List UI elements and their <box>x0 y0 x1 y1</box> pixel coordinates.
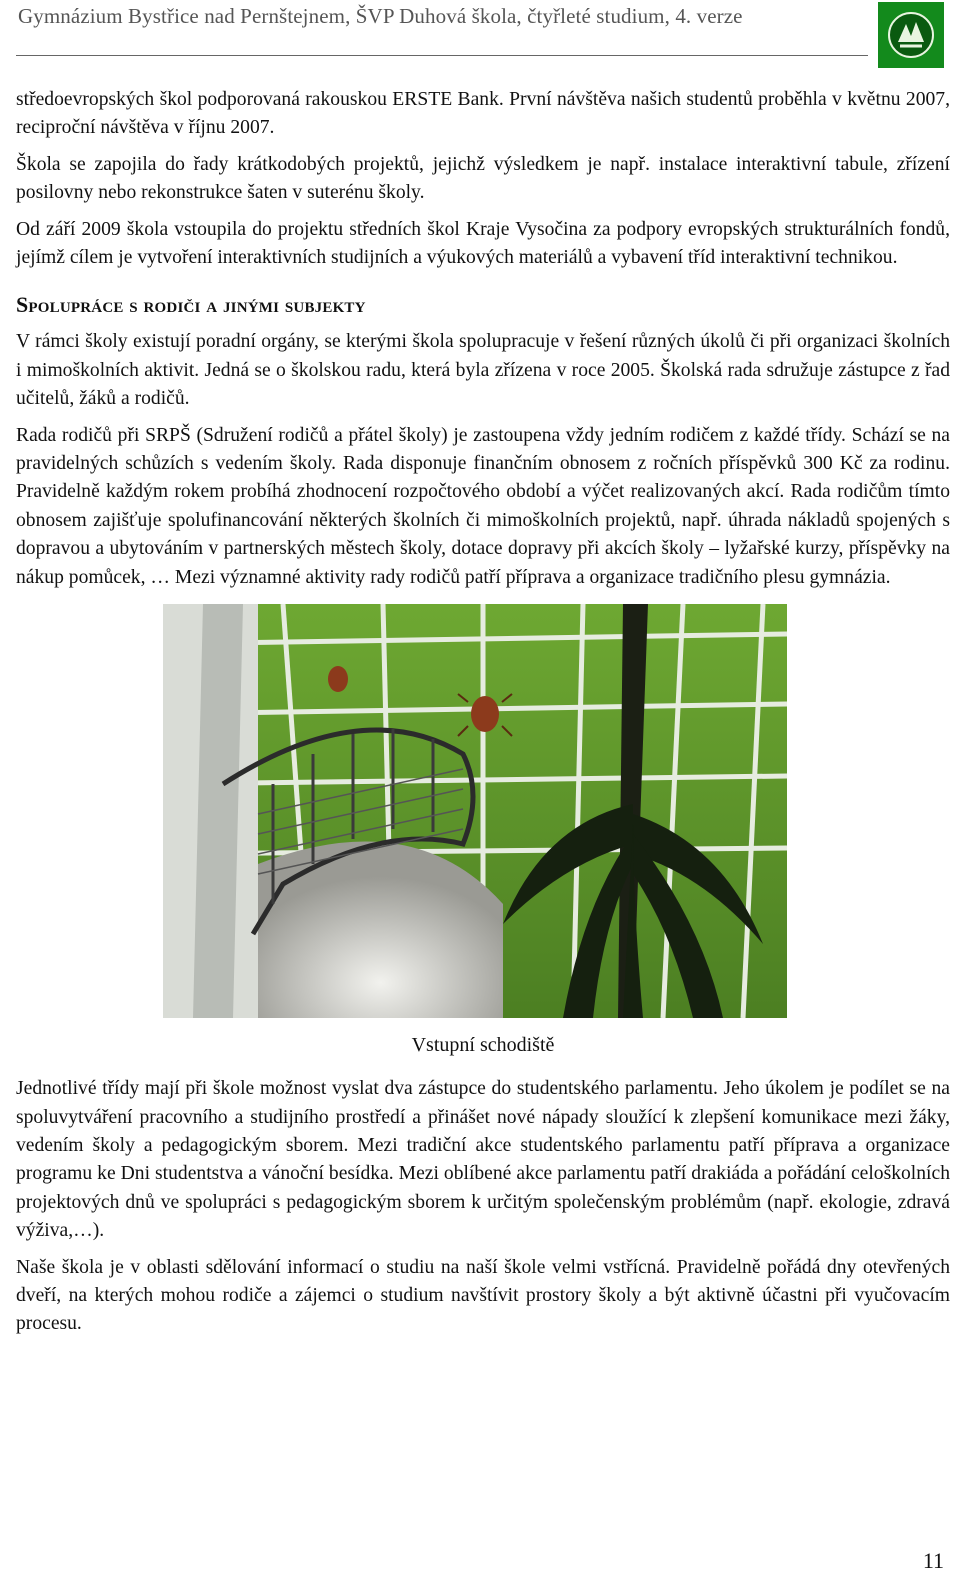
figure-caption: Vstupní schodiště <box>411 1034 555 1057</box>
paragraph: Naše škola je v oblasti sdělování informací o studiu na naší škole velmi vstřícná. Pravidelně pořádá dny otevřených dveří, na kterých mohou rodiče a zájemci o studium navštívit prostory školy a být aktivně účastni při vyučovacím procesu. <box>16 1256 950 1335</box>
paragraph: Rada rodičů při SRPŠ (Sdružení rodičů a přátel školy) je zastoupena vždy jedním rodičem z každé třídy. Schází se na pravidelných schůzích s vedením školy. Rada disponuje finančním obnosem z ročních příspěvků 300 Kč za rodinu. Pravidelně každým rokem probíhá zhodnocení rozpočtového období a výčet realizovaných akcí. Rada rodičům tímto obnosem zajišťuje spolufinancování některých školních či mimoškolních projektů, např. úhrada nákladů spojených s dopravou a ubytováním v partnerských městech školy, dotace dopravy při akcích školy – lyžařské kurzy, příspěvky na nákup pomůcek, … Mezi významné aktivity rady rodičů patří příprava a organizace tradičního plesu gymnázia. <box>16 424 950 588</box>
header-divider <box>16 55 868 56</box>
school-crest-icon <box>878 2 944 68</box>
paragraph: V rámci školy existují poradní orgány, se kterými škola spolupracuje v řešení různých úkolů či při organizaci školních i mimoškolních aktivit. Jedná se o školskou radu, která byla zřízena v roce 2005. Školská rada sdružuje zástupce z řad učitelů, žáků a rodičů. <box>16 331 950 410</box>
page-header <box>16 0 950 70</box>
paragraph: Od září 2009 škola vstoupila do projektu středních škol Kraje Vysočina za podpory evropských strukturálních fondů, jejímž cílem je vytvoření interaktivních studijních a výukových materiálů a vybavení tříd interaktivní technikou. <box>16 218 950 269</box>
figure <box>16 604 950 1057</box>
paragraph: Jednotlivé třídy mají při škole možnost vyslat dva zástupce do studentského parlamentu. Jeho úkolem je podílet se na spoluvytváření pracovního a studijního prostředí a přinášet nové nápady sloužící k zlepšení komunikace mezi žáky, vedením školy a pedagogickým sborem. Mezi tradiční akce studentského parlamentu patří příprava a organizace programu ke Dni studentstva a vánoční besídka. Mezi oblíbené akce parlamentu patří drakiáda a pořádání celoškolních projektových dnů ve spolupráci s pedagogickým sborem k určitým společenským problémům (např. ekologie, zdravá výživa,…). <box>16 1078 950 1242</box>
page-body <box>16 86 950 1339</box>
page-number: 11 <box>922 1548 944 1573</box>
header-title: Gymnázium Bystřice nad Pernštejnem, ŠVP Duhová škola, čtyřleté studium, 4. verze <box>18 4 743 28</box>
section-heading: Spolupráce s rodiči a jinými subjekty <box>16 292 366 318</box>
paragraph: středoevropských škol podporovaná rakouskou ERSTE Bank. První návštěva našich studentů proběhla v květnu 2007, reciproční návštěva v říjnu 2007. <box>16 89 950 139</box>
staircase-photo <box>163 604 787 1018</box>
paragraph: Škola se zapojila do řady krátkodobých projektů, jejichž výsledkem je např. instalace interaktivní tabule, zřízení posilovny nebo rekonstrukce šaten v suterénu školy. <box>16 153 950 204</box>
